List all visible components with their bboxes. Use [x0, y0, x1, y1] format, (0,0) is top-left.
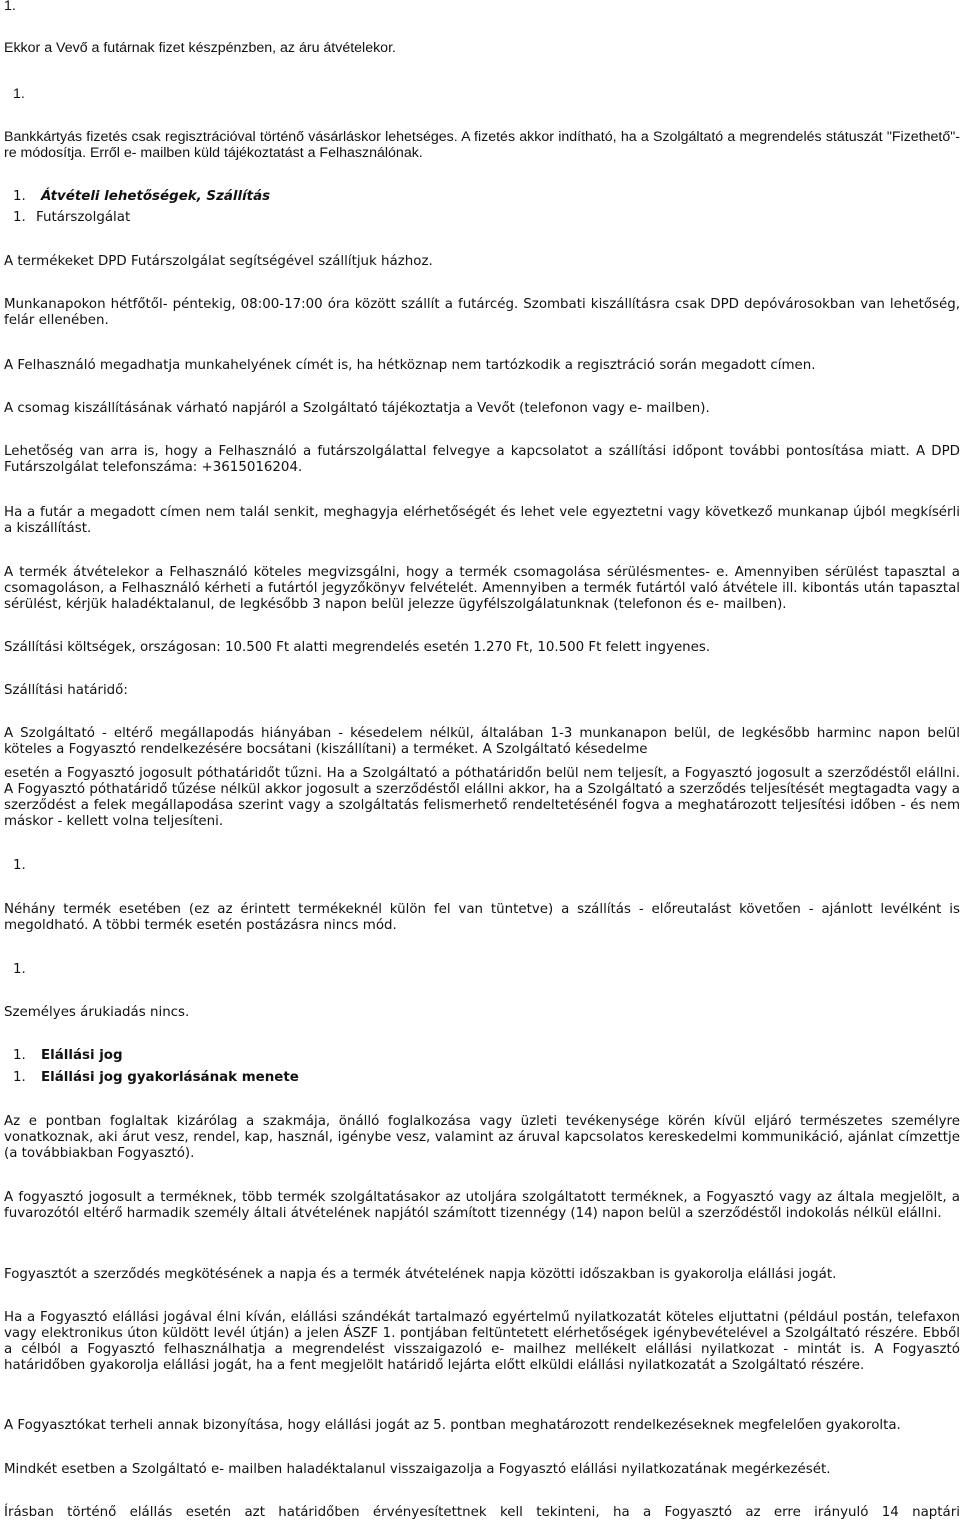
paragraph-no-personal-pickup: Személyes árukiadás nincs. [4, 1005, 190, 1020]
paragraph-burden-of-proof: A Fogyasztókat terheli annak bizonyítása, hogy elállási jogát az 5. pontban meghatározott rendelkezéseknek megfelelően gyakorolta. [4, 1418, 901, 1433]
paragraph-consumer-definition: Az e pontban foglaltak kizárólag a szakmája, önálló foglalkozása vagy üzleti tevékenysége körén kívül eljáró természetes személyre vonatkoznak, aki árut vesz, rendel, kap, használ, igénybe vesz, valamint az áruval kapcsolatos kereskedelmi kommunikáció, ajánlat címzettje (a továbbiakban Fogyasztó). [4, 1114, 960, 1161]
paragraph-no-recipient: Ha a futár a megadott címen nem talál senkit, meghagyja elérhetőségét és lehet vele egyeztetni vagy következő munkanap újból megkísérli a kiszállítást. [4, 505, 960, 536]
paragraph-inspection: A termék átvételekor a Felhasználó köteles megvizsgálni, hogy a termék csomagolása sérülésmentes- e. Amennyiben sérülést tapasztal a csomagoláson, a Felhasználó kérheti a futártól jegyzőkönyv felvételét. Amennyiben a termék futártól való átvétele ill. kibontás után tapasztal sérülést, kérjük haladéktalanul, de legkésőbb 3 napon belül jelezze ügyfélszolgálatunknak (telefonon és e- mailben). [4, 565, 960, 612]
paragraph-written-withdrawal: Írásban történő elállás esetén azt határidőben érvényesítettnek kell tekinteni, ha a Fogyasztó az erre irányuló 14 naptári [4, 1505, 960, 1520]
paragraph-declaration: Ha a Fogyasztó elállási jogával élni kíván, elállási szándékát tartalmazó egyértelmű nyilatkozatát köteles eljuttatni (például postán, telefaxon vagy elektronikus úton küldött levél útján) a jelen ÁSZF 1. pontjában feltüntetett elérhetőségek igénybevételével a Szolgáltató részére. Ebből a célból a Fogyasztó felhasználhatja a megrendelést visszaigazoló e- mailhez mellékelt elállási nyilatkozat - mintát is. A Fogyasztó határidőben gyakorolja elállási jogát, ha a fent megjelölt határidő lejárta előtt elküldi elállási nyilatkozatát a Szolgáltató részére. [4, 1310, 960, 1373]
paragraph-confirmation: Mindkét esetben a Szolgáltató e- mailben haladéktalanul visszaigazolja a Fogyasztó elállási nyilatkozatának megérkezését. [4, 1462, 831, 1477]
paragraph-deadline-label: Szállítási határidő: [4, 683, 128, 698]
paragraph-workdays: Munkanapokon hétfőtől- péntekig, 08:00-17:00 óra között szállít a futárcég. Szombati kiszállításra csak DPD depóvárosokban van lehetőség, felár ellenében. [4, 297, 960, 328]
list-marker: 1. [4, 0, 16, 14]
paragraph-courier-contact: Lehetőség van arra is, hogy a Felhasználó a futárszolgálattal felvegye a kapcsolatot a szállítási időpont további pontosítása miatt. A DPD Futárszolgálat telefonszáma: +3615016204. [4, 444, 960, 475]
paragraph-deadline-2: esetén a Fogyasztó jogosult póthatáridőt tűzni. Ha a Szolgáltató a póthatáridőn belül nem teljesít, a Fogyasztó jogosult a szerződéstől elállni. A Fogyasztó póthatáridő tűzése nélkül akkor jogosult a szerződéstől elállni akkor, ha a Szolgáltató a szerződés teljesítését megtagadta vagy a szerződést a felek megállapodása szerint vagy a szolgáltatás felismerhető rendeltetésénél fogva a meghatározott teljesítési időben - és nem máskor - kellett volna teljesíteni. [4, 766, 960, 829]
paragraph-shipping-costs: Szállítási költségek, országosan: 10.500 Ft alatti megrendelés esetén 1.270 Ft, 10.500 Ft felett ingyenes. [4, 640, 711, 655]
paragraph-fourteen-days: A fogyasztó jogosult a terméknek, több termék szolgáltatásakor az utoljára szolgáltatott terméknek, a Fogyasztó vagy az általa megjelölt, a fuvarozótól eltérő harmadik személy általi átvételének napjától számított tizennégy (14) napon belül a szerződéstől indokolás nélkül elállni. [4, 1190, 960, 1221]
paragraph-withdrawal-period: Fogyasztót a szerződés megkötésének a napja és a termék átvételének napja közötti időszakban is gyakorolja elállási jogát. [4, 1267, 837, 1282]
paragraph-notification: A csomag kiszállításának várható napjáról a Szolgáltató tájékoztatja a Vevőt (telefonon vagy e- mailben). [4, 401, 710, 416]
paragraph-deadline-1: A Szolgáltató - eltérő megállapodás hiányában - késedelem nélkül, általában 1-3 munkanapon belül, de legkésőbb harminc napon belül köteles a Fogyasztó rendelkezésére bocsátani (kiszállítani) a terméket. A Szolgáltató késedelme [4, 726, 960, 757]
paragraph-prepayment: Néhány termék esetében (ez az érintett termékeknél külön fel van tüntetve) a szállítás - előreutalást követően - ajánlott levélként is megoldható. A többi termék esetén postázásra nincs mód. [4, 902, 960, 933]
paragraph-workplace: A Felhasználó megadhatja munkahelyének címét is, ha hétköznap nem tartózkodik a regisztráció során megadott címen. [4, 358, 816, 373]
paragraph-dpd: A termékeket DPD Futárszolgálat segítségével szállítjuk házhoz. [4, 254, 433, 269]
paragraph-cash-on-delivery: Ekkor a Vevő a futárnak fizet készpénzben, az áru átvételekor. [4, 40, 396, 56]
paragraph-card-payment: Bankkártyás fizetés csak regisztrációval történő vásárláskor lehetséges. A fizetés akkor indítható, ha a Szolgáltató a megrendelés státuszát "Fizethető"- re módosítja. Erről e- mailben küld tájékoztatást a Felhasználónak. [4, 129, 960, 161]
